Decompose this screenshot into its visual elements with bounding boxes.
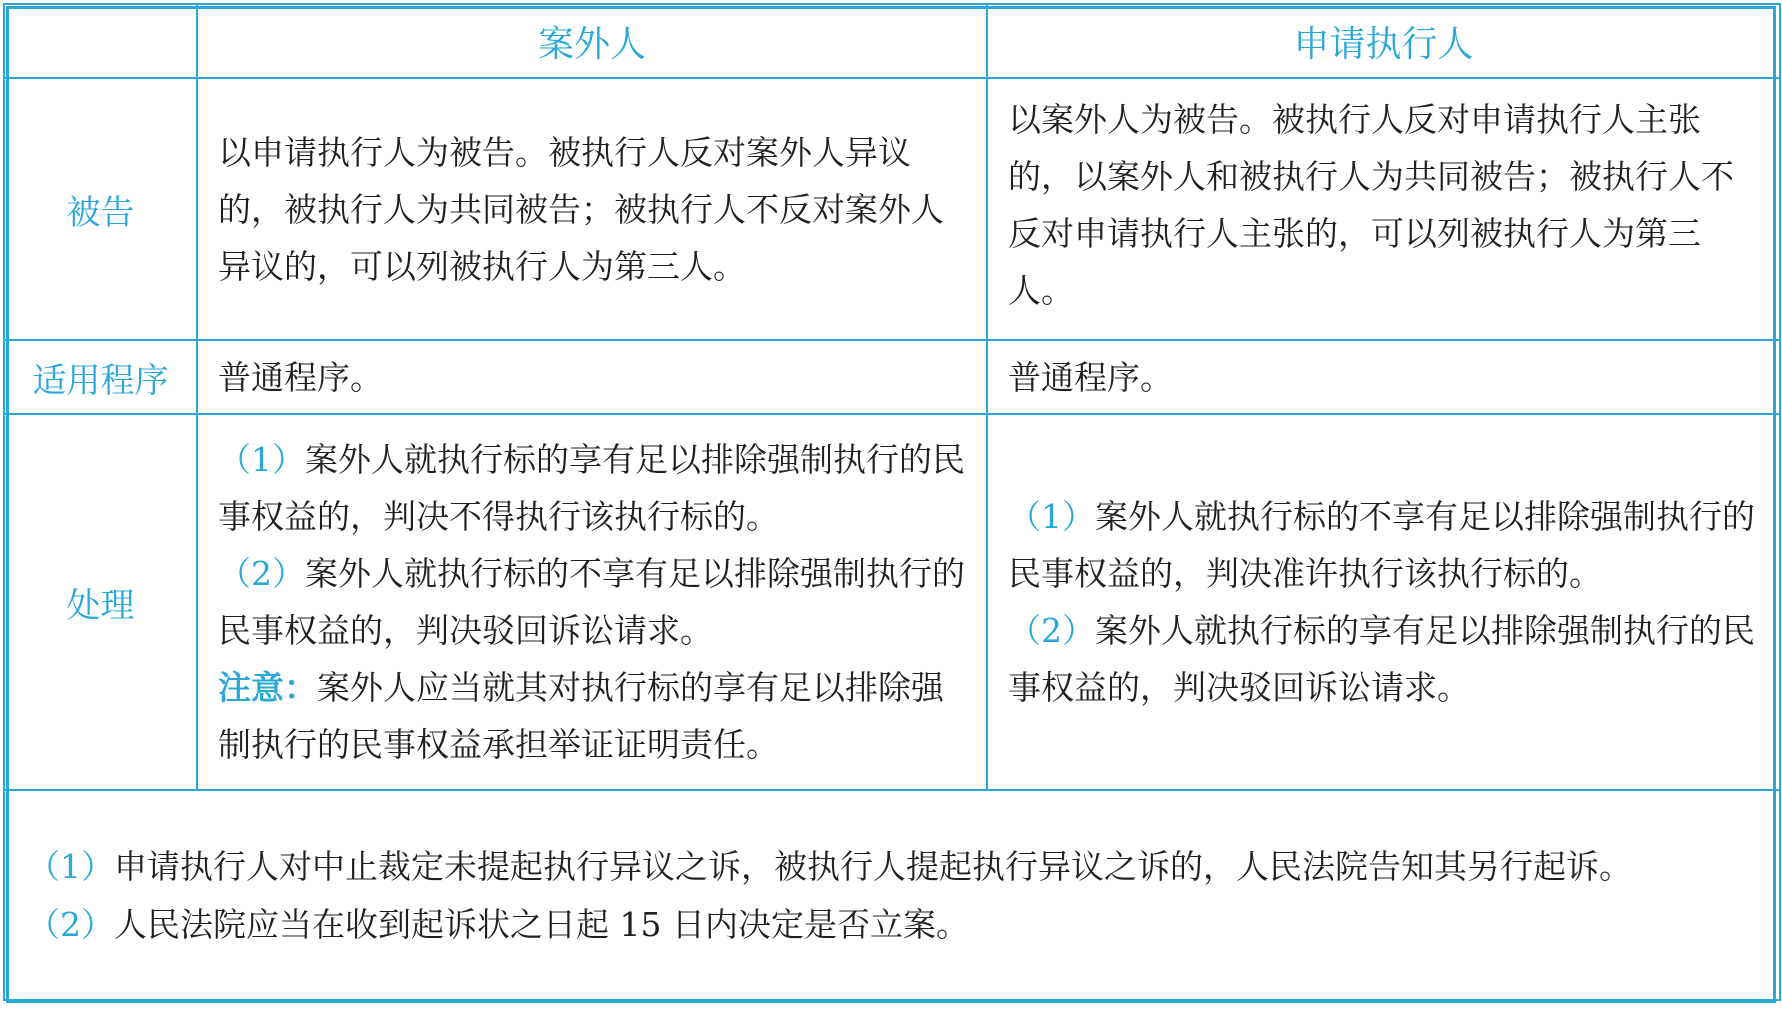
header-empty-cell <box>4 4 197 78</box>
notice-label: 注意： <box>218 668 317 707</box>
row-defendant <box>4 78 1780 340</box>
notice <box>218 659 968 773</box>
defendant-outsider-cell: 以申请执行人为被告。被执行人反对案外人异议的，被执行人为共同被告；被执行人不反对案外人异议的，可以列被执行人为第三人。 <box>197 78 987 340</box>
row-procedure <box>4 340 1780 414</box>
header-applicant: 申请执行人 <box>987 4 1780 78</box>
list-item <box>1008 488 1761 602</box>
item-number: （1） <box>218 440 305 479</box>
list-item <box>218 431 968 545</box>
list-item <box>1008 602 1761 716</box>
note-number: （2） <box>27 905 114 944</box>
defendant-applicant-cell: 以案外人为被告。被执行人反对申请执行人主张的，以案外人和被执行人为共同被告；被执行人不反对申请执行人主张的，可以列被执行人为第三人。 <box>987 78 1780 340</box>
handling-outsider-cell <box>197 414 987 790</box>
comparison-table <box>3 3 1781 1001</box>
row-notes <box>4 790 1780 1000</box>
item-text: 案外人就执行标的享有足以排除强制执行的民事权益的，判决驳回诉讼请求。 <box>1008 611 1755 707</box>
row-label-procedure: 适用程序 <box>4 340 197 414</box>
note-text: 申请执行人对中止裁定未提起执行异议之诉，被执行人提起执行异议之诉的，人民法院告知其另行起诉。 <box>114 847 1632 886</box>
row-label-defendant: 被告 <box>4 78 197 340</box>
comparison-table-wrapper <box>3 3 1779 1001</box>
item-text: 案外人就执行标的不享有足以排除强制执行的民事权益的，判决驳回诉讼请求。 <box>218 554 965 650</box>
handling-applicant-cell <box>987 414 1780 790</box>
item-number: （2） <box>1008 611 1095 650</box>
item-number: （1） <box>1008 497 1095 536</box>
note-item <box>27 896 1761 954</box>
item-number: （2） <box>218 554 305 593</box>
header-outsider: 案外人 <box>197 4 987 78</box>
list-item <box>218 545 968 659</box>
note-text: 人民法院应当在收到起诉状之日起 15 日内决定是否立案。 <box>114 905 969 944</box>
notice-text: 案外人应当就其对执行标的享有足以排除强制执行的民事权益承担举证证明责任。 <box>218 668 944 764</box>
note-item <box>27 838 1761 896</box>
header-row <box>4 4 1780 78</box>
item-text: 案外人就执行标的享有足以排除强制执行的民事权益的，判决不得执行该执行标的。 <box>218 440 965 536</box>
row-handling <box>4 414 1780 790</box>
row-label-handling: 处理 <box>4 414 197 790</box>
procedure-applicant-cell: 普通程序。 <box>987 340 1780 414</box>
notes-cell <box>4 790 1780 1000</box>
note-number: （1） <box>27 847 114 886</box>
procedure-outsider-cell: 普通程序。 <box>197 340 987 414</box>
item-text: 案外人就执行标的不享有足以排除强制执行的民事权益的，判决准许执行该执行标的。 <box>1008 497 1755 593</box>
